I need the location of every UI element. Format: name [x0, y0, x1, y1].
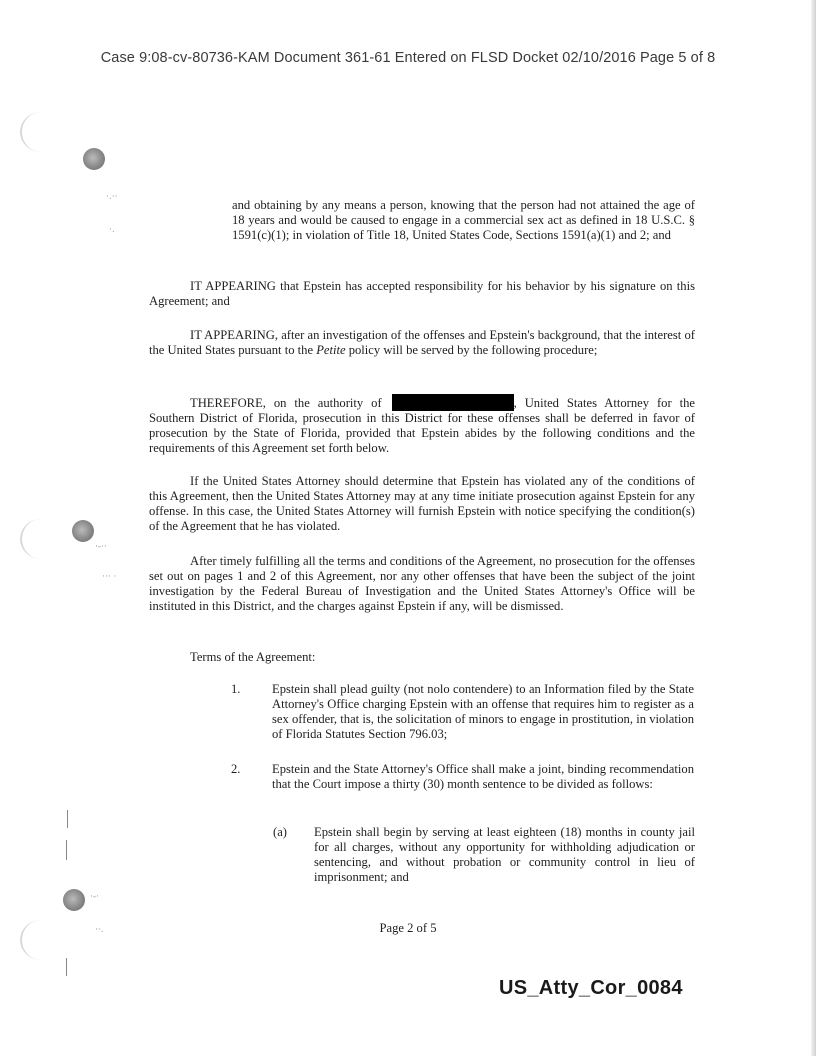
- scan-mark: [66, 958, 67, 976]
- therefore-text-before: THEREFORE, on the authority of: [190, 396, 390, 410]
- binder-arc-top: [20, 112, 62, 152]
- paragraph-petite: [149, 328, 695, 358]
- scan-speck: ·.··: [106, 192, 118, 202]
- scan-speck: ·.: [109, 225, 115, 235]
- scan-speck: ··.: [95, 925, 104, 935]
- term-text: Epstein shall plead guilty (not nolo contendere) to an Information filed by the State Attorney's Office charging Epstein with an offense that requires him to register as a sex offender, that is, the solicitation of minors to engage in prostitution, in violation of Florida Statutes Section 796.03;: [272, 682, 694, 741]
- paragraph-fulfilling: After timely fulfilling all the terms and conditions of the Agreement, no prosecution for the offenses set out on pages 1 and 2 of this Agreement, nor any other offenses that have been the subject of the joint investigation by the Federal Bureau of Investigation and the United States Attorney's Office will be instituted in this District, and the charges against Epstein if any, will be dismissed.: [149, 554, 695, 613]
- redaction-box: [392, 394, 514, 411]
- terms-heading: Terms of the Agreement:: [190, 650, 316, 664]
- scan-mark: [66, 840, 67, 860]
- punch-hole-middle: [72, 520, 94, 542]
- petite-text-after: policy will be served by the following procedure;: [345, 343, 598, 357]
- petite-policy-italic: Petite: [316, 343, 346, 357]
- term-number: 1.: [231, 682, 241, 696]
- subterm-text: Epstein shall begin by serving at least eighteen (18) months in county jail for all charges, without any opportunity for withholding adjudication or sentencing, and without probation or community control in lieu of imprisonment; and: [314, 825, 695, 884]
- paragraph-therefore: [149, 394, 695, 456]
- continuation-text: and obtaining by any means a person, knowing that the person had not attained the age of 18 years and would be caused to engage in a commercial sex act as defined in 18 U.S.C. § 1591(c)(1); in violation of Title 18, United States Code, Sections 1591(a)(1) and 2; and: [232, 198, 695, 242]
- page-edge-shadow: [811, 0, 816, 1056]
- case-header: Case 9:08-cv-80736-KAM Document 361-61 Entered on FLSD Docket 02/10/2016 Page 5 of 8: [100, 50, 716, 66]
- punch-hole-bottom: [63, 889, 85, 911]
- scan-speck: ·-·: [90, 892, 99, 902]
- scan-mark: [67, 810, 68, 828]
- punch-hole-top: [83, 148, 105, 170]
- term-number: 2.: [231, 762, 241, 776]
- paragraph-violation: If the United States Attorney should determine that Epstein has violated any of the conditions of this Agreement, then the United States Attorney may at any time initiate prosecution against Epstein for any offense. In this case, the United States Attorney will furnish Epstein with notice specifying the condition(s) of the Agreement that he has violated.: [149, 474, 695, 533]
- subterm-label: (a): [273, 825, 287, 839]
- bates-number: US_Atty_Cor_0084: [499, 977, 683, 999]
- petite-text-before: IT APPEARING, after an investigation of the offenses and Epstein's background, that the interest of the United States pursuant to the: [149, 328, 695, 357]
- scan-speck: ··· ·: [102, 572, 117, 582]
- therefore-text-after: , United States Attorney for the Southern District of Florida, prosecution in this District for these offenses shall be deferred in favor of prosecution by the State of Florida, provided that Epstein abides by the following conditions and the requirements of this Agreement set forth below.: [149, 396, 695, 455]
- term-text: Epstein and the State Attorney's Office shall make a joint, binding recommendation that the Court impose a thirty (30) month sentence to be divided as follows:: [272, 762, 694, 791]
- binder-arc-middle: [20, 519, 62, 559]
- paragraph-responsibility: IT APPEARING that Epstein has accepted responsibility for his behavior by his signature on this Agreement; and: [149, 279, 695, 308]
- scan-speck: ·-··: [95, 542, 107, 552]
- page-footer: Page 2 of 5: [379, 921, 437, 935]
